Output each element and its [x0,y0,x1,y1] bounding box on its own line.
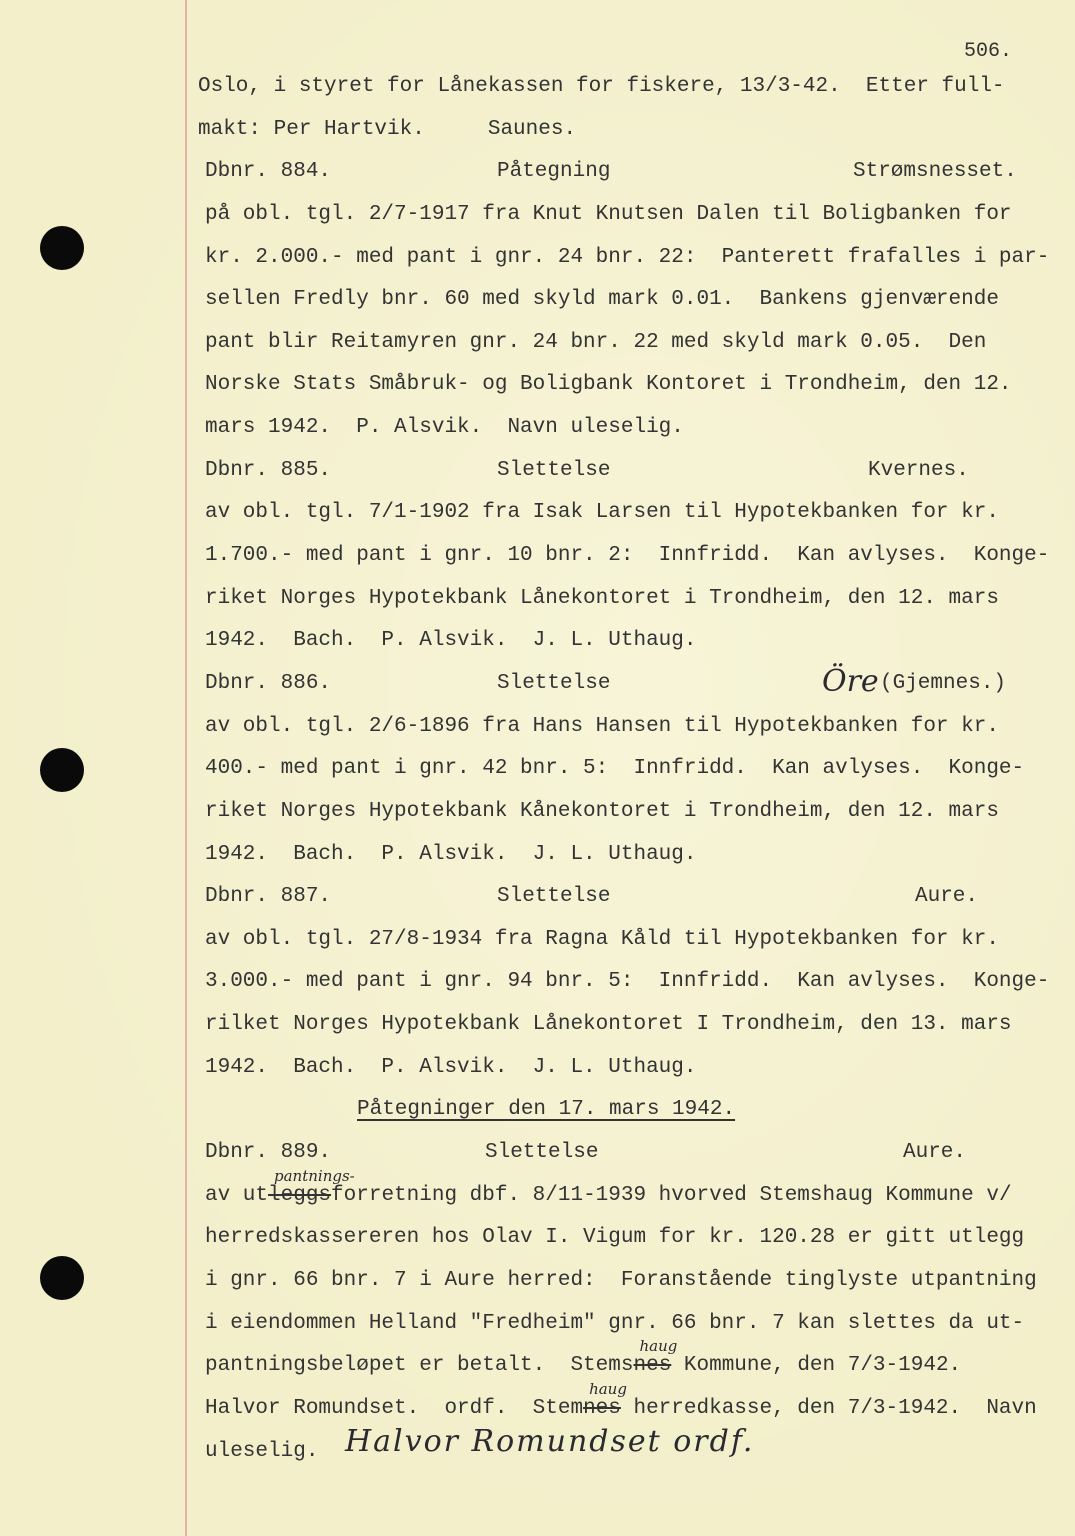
entry-type: Slettelse [497,885,611,909]
page-number: 506. [964,40,1013,63]
entry-type: Slettelse [497,458,611,482]
entry-number: Dbnr. 885. [205,458,332,482]
entry-header [205,151,1065,194]
text-line: makt: Per Hartvik. Saunes. [198,117,577,141]
correction [633,1337,678,1388]
entry-header [205,876,1065,919]
text-line: 1942. Bach. P. Alsvik. J. L. Uthaug. [205,1055,697,1079]
binder-hole [40,748,84,792]
handwritten-insertion: pantnings- [274,1166,355,1185]
text-segment: forretning dbf. 8/11-1939 hvorved Stemshaug Kommune v/ [331,1183,1012,1207]
text-line: Oslo, i styret for Lånekassen for fiskere, 13/3-42. Etter full- [198,75,1005,98]
text-line: av obl. tgl. 7/1-1902 fra Isak Larsen til Hypotekbanken for kr. [205,501,999,525]
correction [268,1166,355,1218]
text-line: kr. 2.000.- med pant i gnr. 24 bnr. 22: Panterett frafalles i par- [205,245,1050,269]
typed-text-block [198,66,1065,1473]
struck-text: nes [633,1354,672,1378]
text-line: herredskassereren hos Olav I. Vigum for kr. 120.28 er gitt utlegg [205,1226,1025,1250]
text-line: riket Norges Hypotekbank Kånekontoret i Trondheim, den 12. mars [205,799,999,823]
section-heading: Påtegninger den 17. mars 1942. [357,1098,736,1122]
text-segment: Halvor Romundset. ordf. Stem [205,1396,584,1420]
handwritten-place: Öre [822,663,879,699]
text-segment: uleselig. [205,1439,319,1463]
entry-header [205,450,1065,493]
text-line: 1942. Bach. P. Alsvik. J. L. Uthaug. [205,842,697,866]
text-segment: herredkasse, den 7/3-1942. Navn [620,1396,1037,1420]
text-segment: av ut [205,1183,269,1207]
entry-place: Aure. [915,885,979,909]
entry-number: Dbnr. 889. [205,1141,332,1165]
text-segment: Kommune, den 7/3-1942. [671,1354,962,1378]
handwritten-insertion: haug [589,1379,627,1398]
text-line: i eiendommen Helland "Fredheim" gnr. 66 bnr. 7 kan slettes da ut- [205,1311,1025,1335]
entry-place: (Gjemnes.) [880,671,1007,695]
entry-number: Dbnr. 886. [205,671,332,695]
entry-number: Dbnr. 884. [205,160,332,184]
text-line: 1.700.- med pant i gnr. 10 bnr. 2: Innfridd. Kan avlyses. Konge- [205,544,1050,568]
struck-text: nes [583,1396,621,1420]
entry-header [205,663,1065,706]
text-line: pant blir Reitamyren gnr. 24 bnr. 22 med skyld mark 0.05. Den [205,330,987,354]
text-line: 400.- med pant i gnr. 42 bnr. 5: Innfridd. Kan avlyses. Konge- [205,757,1025,781]
entry-type: Slettelse [497,671,611,695]
text-line [205,1423,1065,1474]
binder-hole [40,226,84,270]
text-line: mars 1942. P. Alsvik. Navn uleselig. [205,416,684,440]
text-line: rilket Norges Hypotekbank Lånekontoret I Trondheim, den 13. mars [205,1013,1012,1037]
handwritten-signature: Halvor Romundset ordf. [345,1423,755,1459]
text-line [205,1166,1065,1218]
margin-line [185,0,187,1536]
text-line: på obl. tgl. 2/7-1917 fra Knut Knutsen Dalen til Boligbanken for [205,202,1012,226]
entry-place: Strømsnesset. [853,160,1017,184]
text-line: av obl. tgl. 2/6-1896 fra Hans Hansen til Hypotekbanken for kr. [205,714,999,738]
entry-type: Slettelse [485,1141,599,1165]
text-segment: pantningsbeløpet er betalt. Stems [205,1354,634,1378]
struck-text: leggs [268,1183,332,1207]
text-line: i gnr. 66 bnr. 7 i Aure herred: Foranstående tinglyste utpantning [205,1268,1037,1292]
text-line: 1942. Bach. P. Alsvik. J. L. Uthaug. [205,629,697,653]
text-line: av obl. tgl. 27/8-1934 fra Ragna Kåld til Hypotekbanken for kr. [205,927,999,951]
text-line: 3.000.- med pant i gnr. 94 bnr. 5: Innfridd. Kan avlyses. Konge- [205,970,1050,994]
entry-number: Dbnr. 887. [205,885,332,909]
handwritten-insertion: haug [639,1337,678,1356]
section-heading-row [205,1089,1065,1132]
entry-place: Kvernes. [868,458,969,482]
text-line [205,1337,1065,1388]
text-line: sellen Fredly bnr. 60 med skyld mark 0.01. Bankens gjenværende [205,288,999,312]
entry-place: Aure. [903,1141,967,1165]
text-line: Norske Stats Småbruk- og Boligbank Kontoret i Trondheim, den 12. [205,373,1012,397]
text-line: riket Norges Hypotekbank Lånekontoret i Trondheim, den 12. mars [205,586,999,610]
entry-type: Påtegning [497,160,611,184]
binder-hole [40,1256,84,1300]
